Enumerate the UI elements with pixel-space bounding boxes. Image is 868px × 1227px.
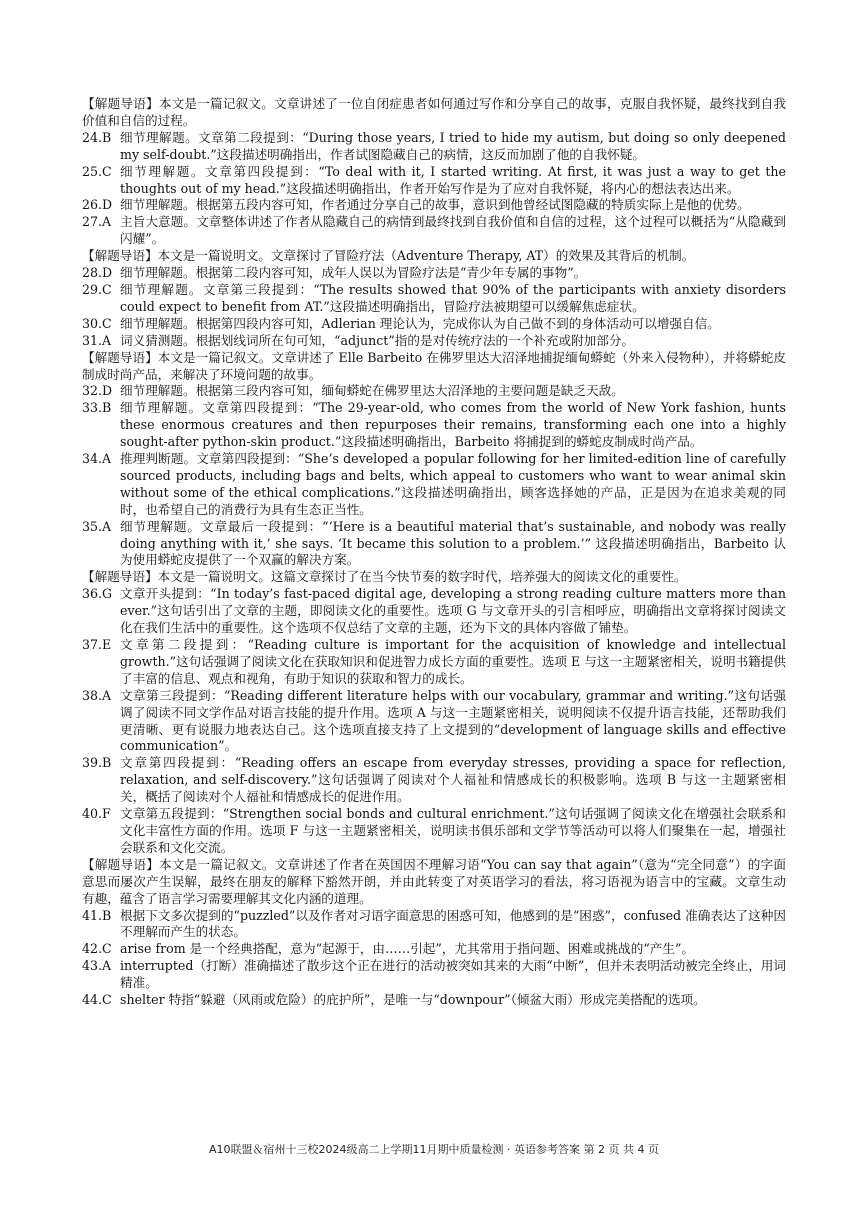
- question-number: 40.F: [82, 806, 111, 822]
- answer-item: [82, 941, 786, 958]
- question-number: 25.C: [82, 163, 112, 179]
- answer-explanation: 细节理解题。文章第二段提到：“During those years, I tried to hide my autism, but doing so only deepened my self-doubt.”这段描述明确指出，作者试图隐藏自己的病情，这反而加剧了他的自我怀疑。: [120, 129, 786, 162]
- answer-explanation: 根据下文多次提到的“puzzled”以及作者对习语字面意思的困惑可知，他感到的是“困惑”，confused 准确表达了这种因不理解而产生的状态。: [120, 907, 786, 940]
- question-number: 29.C: [82, 281, 112, 297]
- question-number: 32.D: [82, 383, 113, 399]
- answer-item: [82, 806, 786, 857]
- answer-explanation: interrupted（打断）准确描述了散步这个正在进行的活动被突如其来的大雨“中断”，但并未表明活动被完全终止，用词精准。: [120, 958, 786, 991]
- answer-explanation: 文章第二段提到：“Reading culture is important for the acquisition of knowledge and intellectual growth.”这句话强调了阅读文化在获取知识和促进智力成长方面的重要性。选项 E 与这一主题紧密相关，说明书籍提供了丰富的信息、观点和视角，有助于知识的获取和智力的成长。: [120, 637, 786, 686]
- answer-item: [82, 333, 786, 350]
- answer-item: [82, 197, 786, 214]
- question-number: 27.A: [82, 214, 112, 230]
- question-number: 30.C: [82, 315, 112, 331]
- answer-explanation: 细节理解题。文章第三段提到：“The results showed that 90% of the participants with anxiety disorders could expect to benefit from AT.”这段描述明确指出，冒险疗法被期望可以缓解焦虑症状。: [120, 281, 786, 314]
- section-intro: 【解题导语】本文是一篇记叙文。文章讲述了一位自闭症患者如何通过写作和分享自己的故事，克服自我怀疑，最终找到自我价值和自信的过程。: [82, 96, 786, 128]
- answer-item: [82, 688, 786, 756]
- answer-explanation: 细节理解题。根据第五段内容可知，作者通过分享自己的故事，意识到他曾经试图隐藏的特质实际上是他的优势。: [120, 197, 750, 213]
- answer-explanation: 细节理解题。文章最后一段提到：“‘Here is a beautiful material that’s sustainable, and nobody was really doing anything with it,’ she says. ‘It became this solution to a problem.’” 这段描述明确指出，Barbeito 认为使用蟒蛇皮提供了一个双赢的解决方案。: [120, 518, 786, 568]
- section-intro: 【解题导语】本文是一篇记叙文。文章讲述了作者在英国因不理解习语“You can say that again”（意为“完全同意”）的字面意思而屡次产生误解，最终在朋友的解释下豁然开朗，并由此转变了对英语学习的看法，将习语视为语言中的宝藏。文章生动有趣，蕴含了语言学习需要理解其文化内涵的道理。: [82, 856, 786, 906]
- answer-item: [82, 519, 786, 570]
- question-number: 36.G: [82, 586, 113, 602]
- question-number: 33.B: [82, 400, 112, 416]
- answer-item: [82, 130, 786, 164]
- page-footer: A10联盟＆宿州十三校2024级高二上学期11月期中质量检测 · 英语参考答案 第 2 页 共 4 页: [209, 1143, 659, 1156]
- question-number: 37.E: [82, 637, 112, 652]
- answer-explanation: 文章第三段提到：“Reading different literature helps with our vocabulary, grammar and writing.”这句话强调了阅读不同文学作品对语言技能的提升作用。选项 A 与这一主题紧密相关，说明阅读不仅提升语言技能，还帮助我们更清晰、更有说服力地表达自己。这个选项直接支持了上文提到的“development of language skills and effective communication”。: [120, 687, 786, 754]
- answer-explanation: arise from 是一个经典搭配，意为“起源于，由……引起”，尤其常用于指问题、困难或挑战的“产生”。: [120, 941, 694, 957]
- section-intro: 【解题导语】本文是一篇说明文。文章探讨了冒险疗法（Adventure Therapy, AT）的效果及其背后的机制。: [82, 248, 695, 264]
- section-intro: 【解题导语】本文是一篇说明文。这篇文章探讨了在当今快节奏的数字时代，培养强大的阅读文化的重要性。: [82, 569, 687, 585]
- section-intro: 【解题导语】本文是一篇记叙文。文章讲述了 Elle Barbeito 在佛罗里达大沼泽地捕捉缅甸蟒蛇（外来入侵物种），并将蟒蛇皮制成时尚产品，来解决了环境问题的故事。: [82, 349, 786, 382]
- question-number: 31.A: [82, 332, 112, 348]
- answer-item: [82, 992, 786, 1009]
- answer-item: [82, 265, 786, 282]
- answer-explanation: 细节理解题。根据第四段内容可知，Adlerian 理论认为，完成你认为自己做不到的身体活动可以增强自信。: [120, 315, 720, 331]
- answer-explanation: 文章开头提到：“In today’s fast-paced digital age, developing a strong reading culture matters more than ever.”这句话引出了文章的主题，即阅读文化的重要性。选项 G 与文章开头的引言相呼应，明确指出文章将探讨阅读文化在我们生活中的重要性。这个选项不仅总结了文章的主题，还为下文的具体内容做了铺垫。: [120, 586, 786, 636]
- answer-explanation: 文章第五段提到：“Strengthen social bonds and cultural enrichment.”这句话强调了阅读文化在增强社会联系和文化丰富性方面的作用。选项 F 与这一主题紧密相关，说明读书俱乐部和文学节等活动可以将人们聚集在一起，增强社会联系和文化交流。: [120, 806, 786, 855]
- question-number: 44.C: [82, 992, 112, 1008]
- answer-item: [82, 164, 786, 198]
- answer-explanation: 细节理解题。根据第三段内容可知，缅甸蟒蛇在佛罗里达大沼泽地的主要问题是缺乏天敌。: [120, 383, 624, 399]
- answer-explanation: 文章第四段提到：“Reading offers an escape from everyday stresses, providing a space for reflection, relaxation, and self-discovery.”这句话强调了阅读对个人福祉和情感成长的积极影响。选项 B 与这一主题紧密相关，概括了阅读对个人福祉和情感成长的促进作用。: [120, 755, 786, 805]
- answer-item: [82, 908, 786, 942]
- question-number: 42.C: [82, 941, 112, 957]
- answer-item: [82, 383, 786, 400]
- answer-explanation: 细节理解题。文章第四段提到：“The 29-year-old, who comes from the world of New York fashion, hunts these enormous creatures and then repurposes their remains, transforming each one into a highly sought-after python-skin product.”这段描述明确指出，Barbeito 将捕捉到的蟒蛇皮制成时尚产品。: [120, 400, 786, 450]
- answer-item: [82, 637, 786, 688]
- answer-item: [82, 451, 786, 519]
- answer-item: [82, 214, 786, 248]
- answer-item: [82, 282, 786, 316]
- question-number: 28.D: [82, 265, 113, 281]
- question-number: 24.B: [82, 129, 112, 145]
- answer-explanation: 细节理解题。根据第二段内容可知，成年人误以为冒险疗法是“青少年专属的事物”。: [120, 265, 587, 281]
- question-number: 39.B: [82, 755, 112, 771]
- answer-explanation: 词义猜测题。根据划线词所在句可知，“adjunct”指的是对传统疗法的一个补充或附加部分。: [120, 332, 635, 348]
- question-number: 34.A: [82, 451, 112, 467]
- answer-content: [82, 96, 786, 1009]
- answer-item: [82, 755, 786, 806]
- question-number: 43.A: [82, 958, 112, 974]
- question-number: 41.B: [82, 907, 112, 923]
- answer-explanation: 主旨大意题。文章整体讲述了作者从隐藏自己的病情到最终找到自我价值和自信的过程，这个过程可以概括为“从隐藏到闪耀”。: [120, 214, 786, 247]
- answer-item: [82, 400, 786, 451]
- answer-item: [82, 958, 786, 992]
- question-number: 38.A: [82, 687, 112, 703]
- question-number: 26.D: [82, 197, 113, 213]
- answer-item: [82, 586, 786, 637]
- question-number: 35.A: [82, 518, 112, 534]
- answer-explanation: shelter 特指“躲避（风雨或危险）的庇护所”，是唯一与“downpour”（倾盆大雨）形成完美搭配的选项。: [120, 992, 706, 1008]
- answer-item: [82, 316, 786, 333]
- answer-explanation: 推理判断题。文章第四段提到：“She’s developed a popular following for her limited-edition line of carefully sourced products, including bags and belts, which appeal to customers who want to wear animal skin without some of the ethical complications.”这段描述明确指出，顾客选择她的产品，正是因为在追求美观的同时，也希望自己的消费行为具有生态正当性。: [120, 451, 786, 517]
- answer-explanation: 细节理解题。文章第四段提到：“To deal with it, I started writing. At first, it was just a way to get the thoughts out of my head.”这段描述明确指出，作者开始写作是为了应对自我怀疑，将内心的想法表达出来。: [120, 163, 786, 196]
